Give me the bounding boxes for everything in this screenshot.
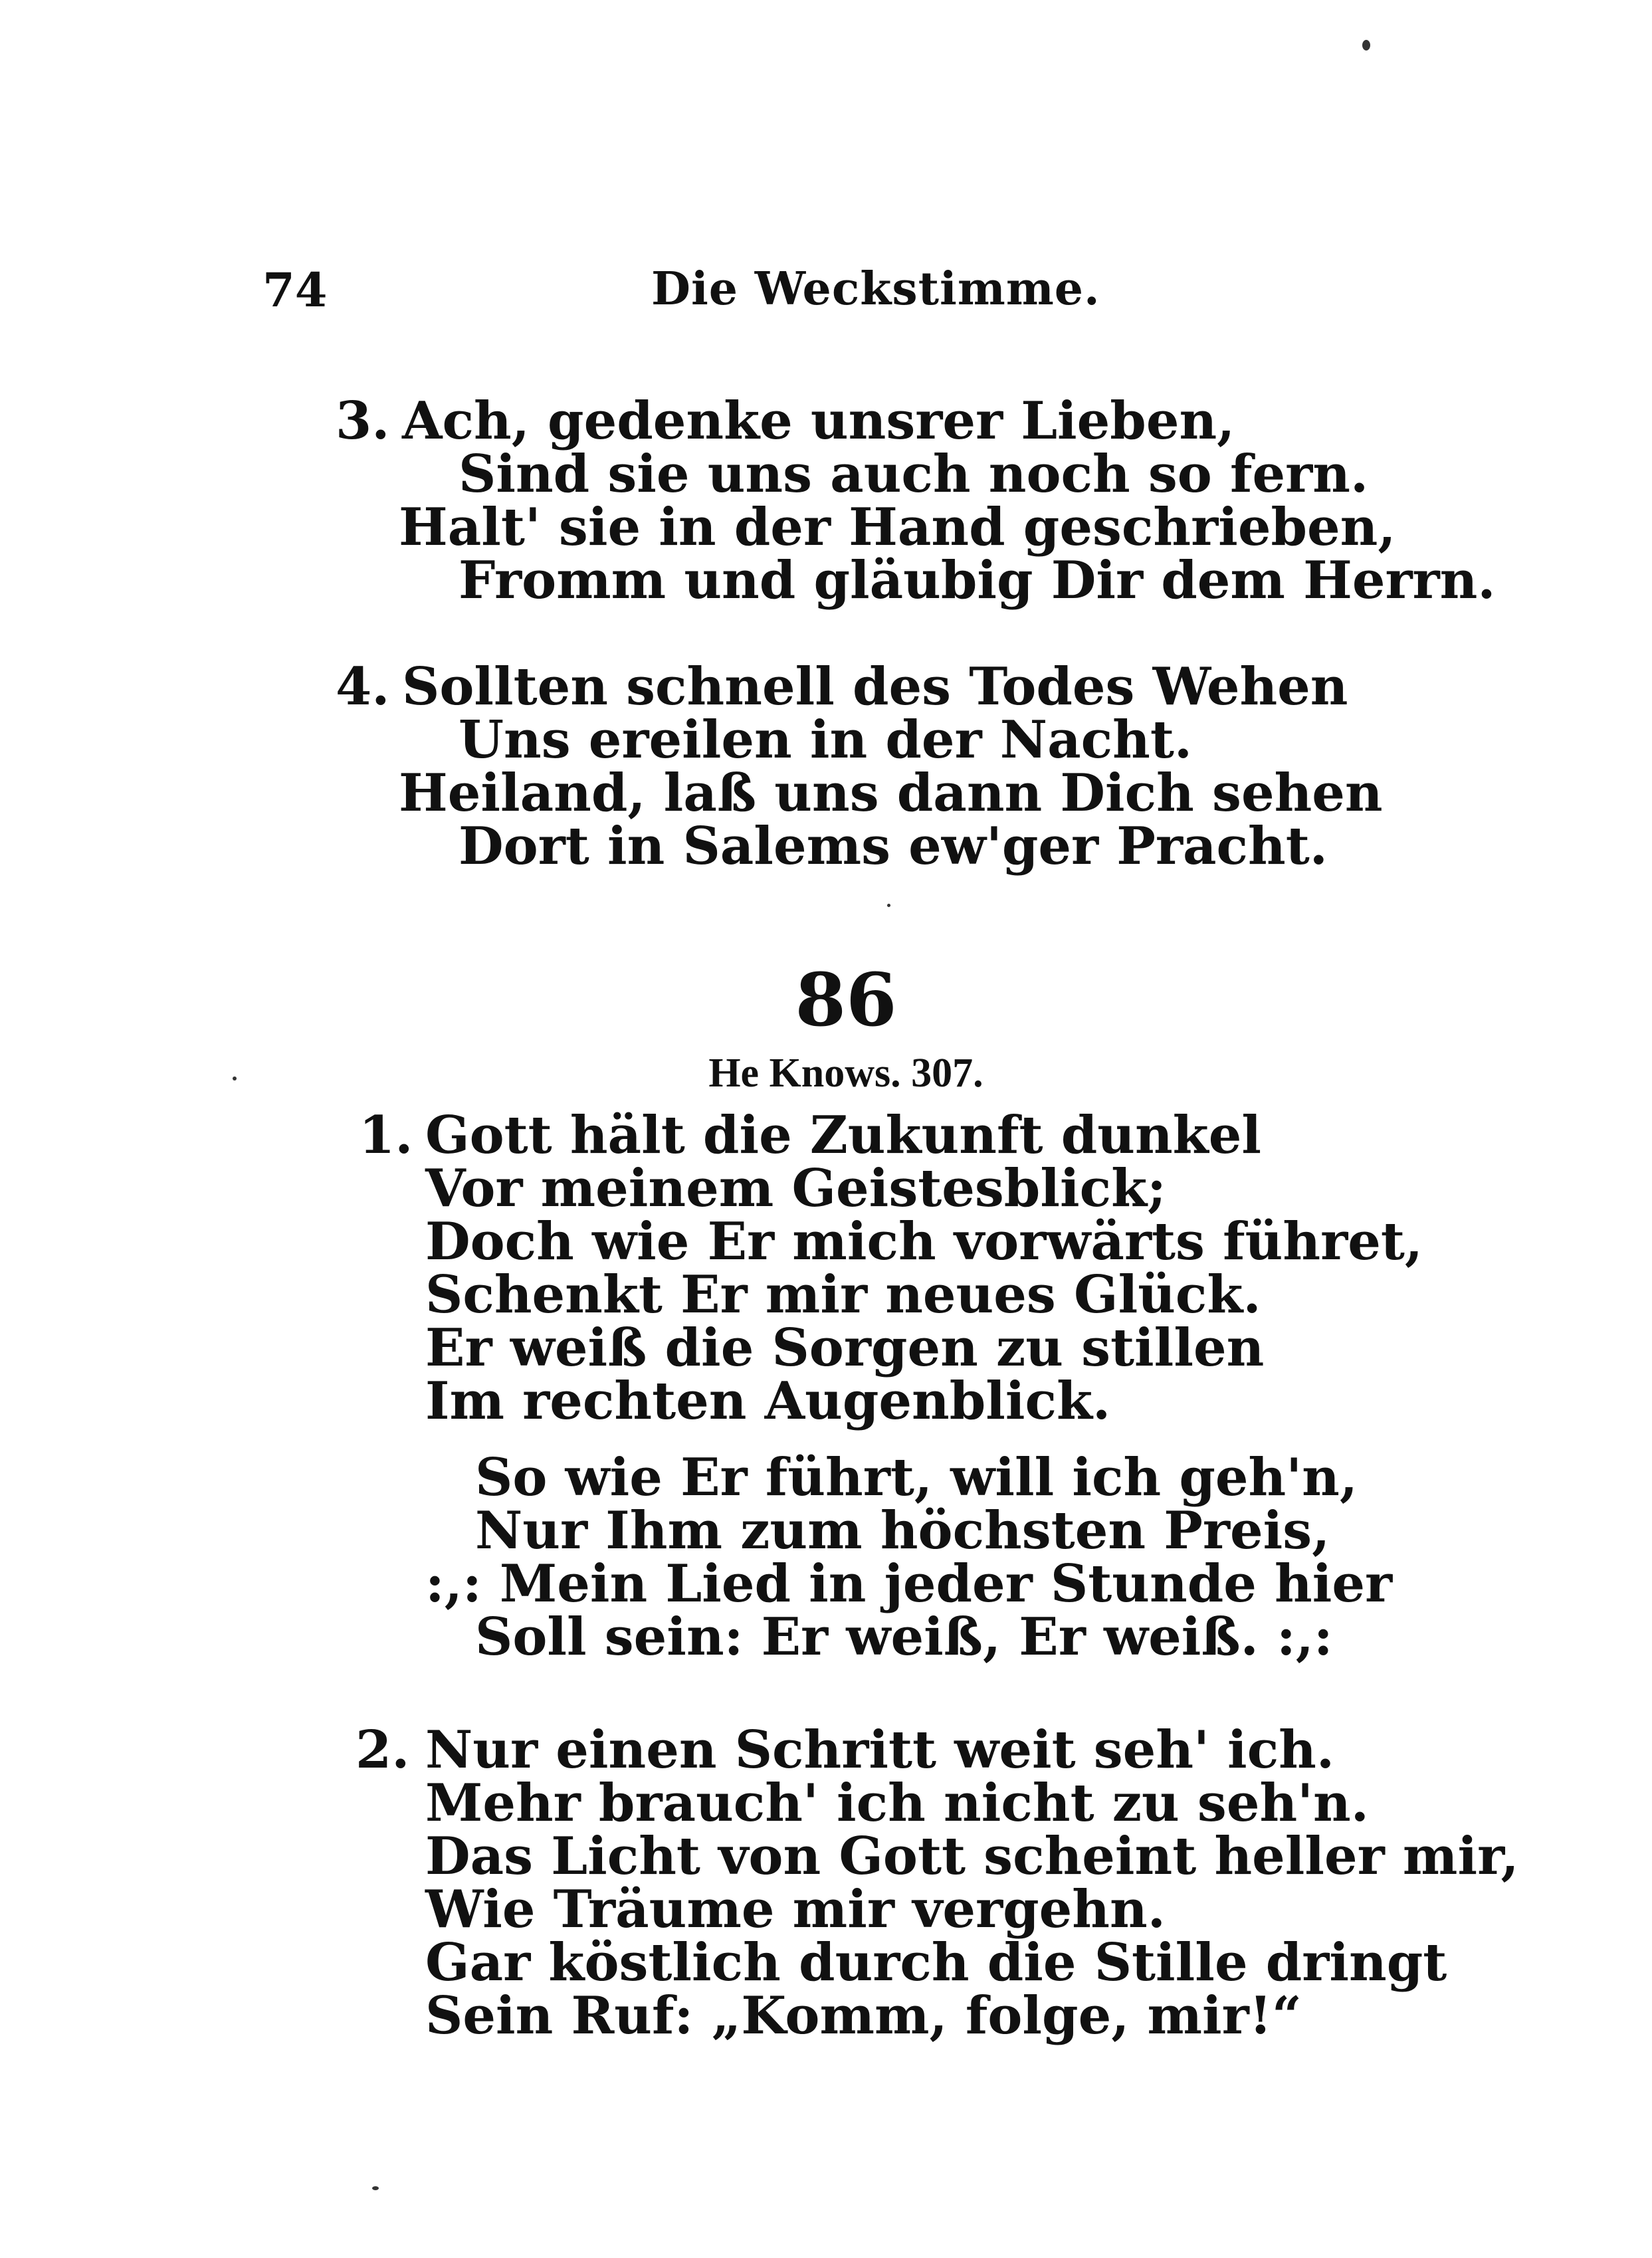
refrain-line: Soll sein: Er weiß, Er weiß. :,: <box>475 1607 1333 1667</box>
stanza-number: 3. <box>336 391 390 451</box>
stanza-number: 4. <box>336 657 390 717</box>
page-number: 74 <box>262 262 328 318</box>
verse-line: Fromm und gläubig Dir dem Herrn. <box>459 550 1496 611</box>
verse-line: Mehr brauch' ich nicht zu seh'n. <box>425 1773 1369 1833</box>
running-title: Die Weckstimme. <box>651 262 1100 316</box>
refrain-line: So wie Er führt, will ich geh'n, <box>475 1447 1358 1508</box>
tune-reference: He Knows. 307. <box>708 1051 983 1096</box>
scan-speck <box>1362 40 1370 51</box>
verse-line: Uns ereilen in der Nacht. <box>459 710 1193 770</box>
verse-line: Halt' sie in der Hand geschrieben, <box>399 497 1396 558</box>
refrain-line: Nur Ihm zum höchsten Preis, <box>475 1500 1330 1561</box>
page-header <box>0 262 1652 329</box>
verse-line: Doch wie Er mich vorwärts führet, <box>425 1211 1423 1272</box>
verse-line: Im rechten Augenblick. <box>425 1371 1111 1431</box>
verse-line: Gar köstlich durch die Stille dringt <box>425 1932 1447 1993</box>
verse-line: Gott hält die Zukunft dunkel <box>425 1105 1261 1166</box>
verse-line: Heiland, laß uns dann Dich sehen <box>399 763 1383 823</box>
verse-line: Sein Ruf: „Komm, folge, mir!“ <box>425 1986 1302 2046</box>
verse-line: Schenkt Er mir neues Glück. <box>425 1265 1261 1325</box>
verse-line: Er weiß die Sorgen zu stillen <box>425 1318 1265 1378</box>
verse-line: Wie Träume mir vergehn. <box>425 1879 1166 1940</box>
verse-line: Sollten schnell des Todes Wehen <box>402 657 1348 717</box>
verse-line: Ach, gedenke unsrer Lieben, <box>402 391 1235 451</box>
verse-line: Dort in Salems ew'ger Pracht. <box>459 816 1328 876</box>
verse-line: Sind sie uns auch noch so fern. <box>459 444 1369 504</box>
verse-line: Vor meinem Geistesblick; <box>425 1158 1166 1219</box>
scan-speck <box>887 904 890 907</box>
scan-speck <box>233 1077 237 1080</box>
refrain-line: :,: Mein Lied in jeder Stunde hier <box>425 1554 1393 1614</box>
hymn-number: 86 <box>795 957 897 1043</box>
stanza-number: 2. <box>356 1720 410 1780</box>
stanza-number: 1. <box>359 1105 413 1166</box>
verse-line: Nur einen Schritt weit seh' ich. <box>425 1720 1335 1780</box>
scan-speck <box>372 2186 379 2190</box>
verse-line: Das Licht von Gott scheint heller mir, <box>425 1826 1519 1887</box>
